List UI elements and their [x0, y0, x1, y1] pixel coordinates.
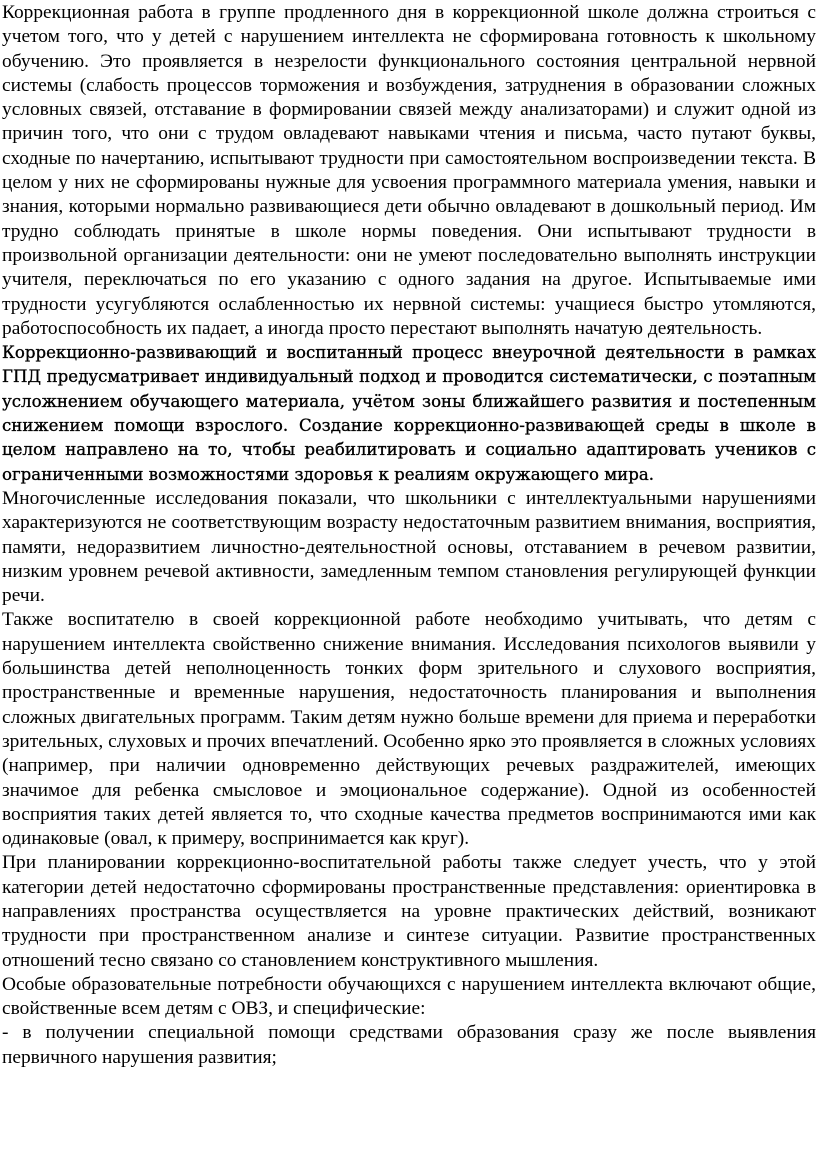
- paragraph-attention: Также воспитателю в своей коррекционной работе необходимо учитывать, что детям с нарушением интеллекта свойственно снижение внимания. Исследования психологов выявили у большинства детей неполноценность тонких форм зрительного и слухового восприятия, пространственные и временные нарушения, недостаточность планирования и выполнения сложных двигательных программ. Таким детям нужно больше времени для приема и переработки зрительных, слуховых и прочих впечатлений. Особенно ярко это проявляется в сложных условиях (например, при наличии одновременно действующих речевых раздражителей, имеющих значимое для ребенка смысловое и эмоциональное содержание). Одной из особенностей восприятия таких детей является то, что сходные качества предметов воспринимаются ими как одинаковые (овал, к примеру, воспринимается как круг).: [2, 609, 816, 850]
- paragraph-research: Многочисленные исследования показали, что школьники с интеллектуальными нарушениями характеризуются не соответствующим возрасту недостаточным развитием внимания, восприятия, памяти, недоразвитием личностно-деятельностной основы, отставанием в речевом развитии, низким уровнем речевой активности, замедленным темпом становления регулирующей функции речи.: [2, 487, 816, 607]
- paragraph-spatial: При планировании коррекционно-воспитательной работы также следует учесть, что у этой категории детей недостаточно сформированы пространственные представления: ориентировка в направлениях пространства осуществляется на уровне практических действий, возникают трудности при пространственном анализе и синтезе ситуации. Развитие пространственных отношений тесно связано со становлением конструктивного мышления.: [2, 852, 816, 971]
- paragraph-intro: Коррекционная работа в группе продленного дня в коррекционной школе должна строиться с учетом того, что у детей с нарушением интеллекта не сформирована готовность к школьному обучению. Это проявляется в незрелости функционального состояния центральной нервной системы (слабость процессов торможения и возбуждения, затруднения в образовании сложных условных связей, отставание в формировании связей между анализаторами) и служит одной из причин того, что они с трудом овладевают навыками чтения и письма, часто путают буквы, сходные по начертанию, испытывают трудности при самостоятельном воспроизведении текста. В целом у них не сформированы нужные для усвоения программного материала умения, навыки и знания, которыми нормально развивающиеся дети обычно овладевают в дошкольный период. Им трудно соблюдать принятые в школе нормы поведения. Они испытывают трудности в произвольной организации деятельности: они не умеют последовательно выполнять инструкции учителя, переключаться по его указанию с одного задания на другое. Испытываемые ими трудности усугубляются ослабленностью их нервной системы: учащиеся быстро утомляются, работоспособность их падает, а иногда просто перестают выполнять начатую деятельность.: [2, 2, 816, 339]
- list-item-special-help: - в получении специальной помощи средствами образования сразу же после выявления первичного нарушения развития;: [2, 1022, 816, 1068]
- paragraph-special-needs: Особые образовательные потребности обучающихся с нарушением интеллекта включают общие, свойственные всем детям с ОВЗ, и специфические:: [2, 973, 816, 1020]
- paragraph-bold-correction-process: Коррекционно-развивающий и воспитанный процесс внеурочной деятельности в рамках ГПД предусматривает индивидуальный подход и проводится систематически, с поэтапным усложнением обучающего материала, учётом зоны ближайшего развития и постепенным снижением помощи взрослого. Создание коррекционно-развивающей среды в школе в целом направлено на то, чтобы реабилитировать и социально адаптировать учеников с ограниченными возможностями здоровья к реалиям окружающего мира.: [2, 343, 816, 484]
- document-page: [0, 1, 816, 1070]
